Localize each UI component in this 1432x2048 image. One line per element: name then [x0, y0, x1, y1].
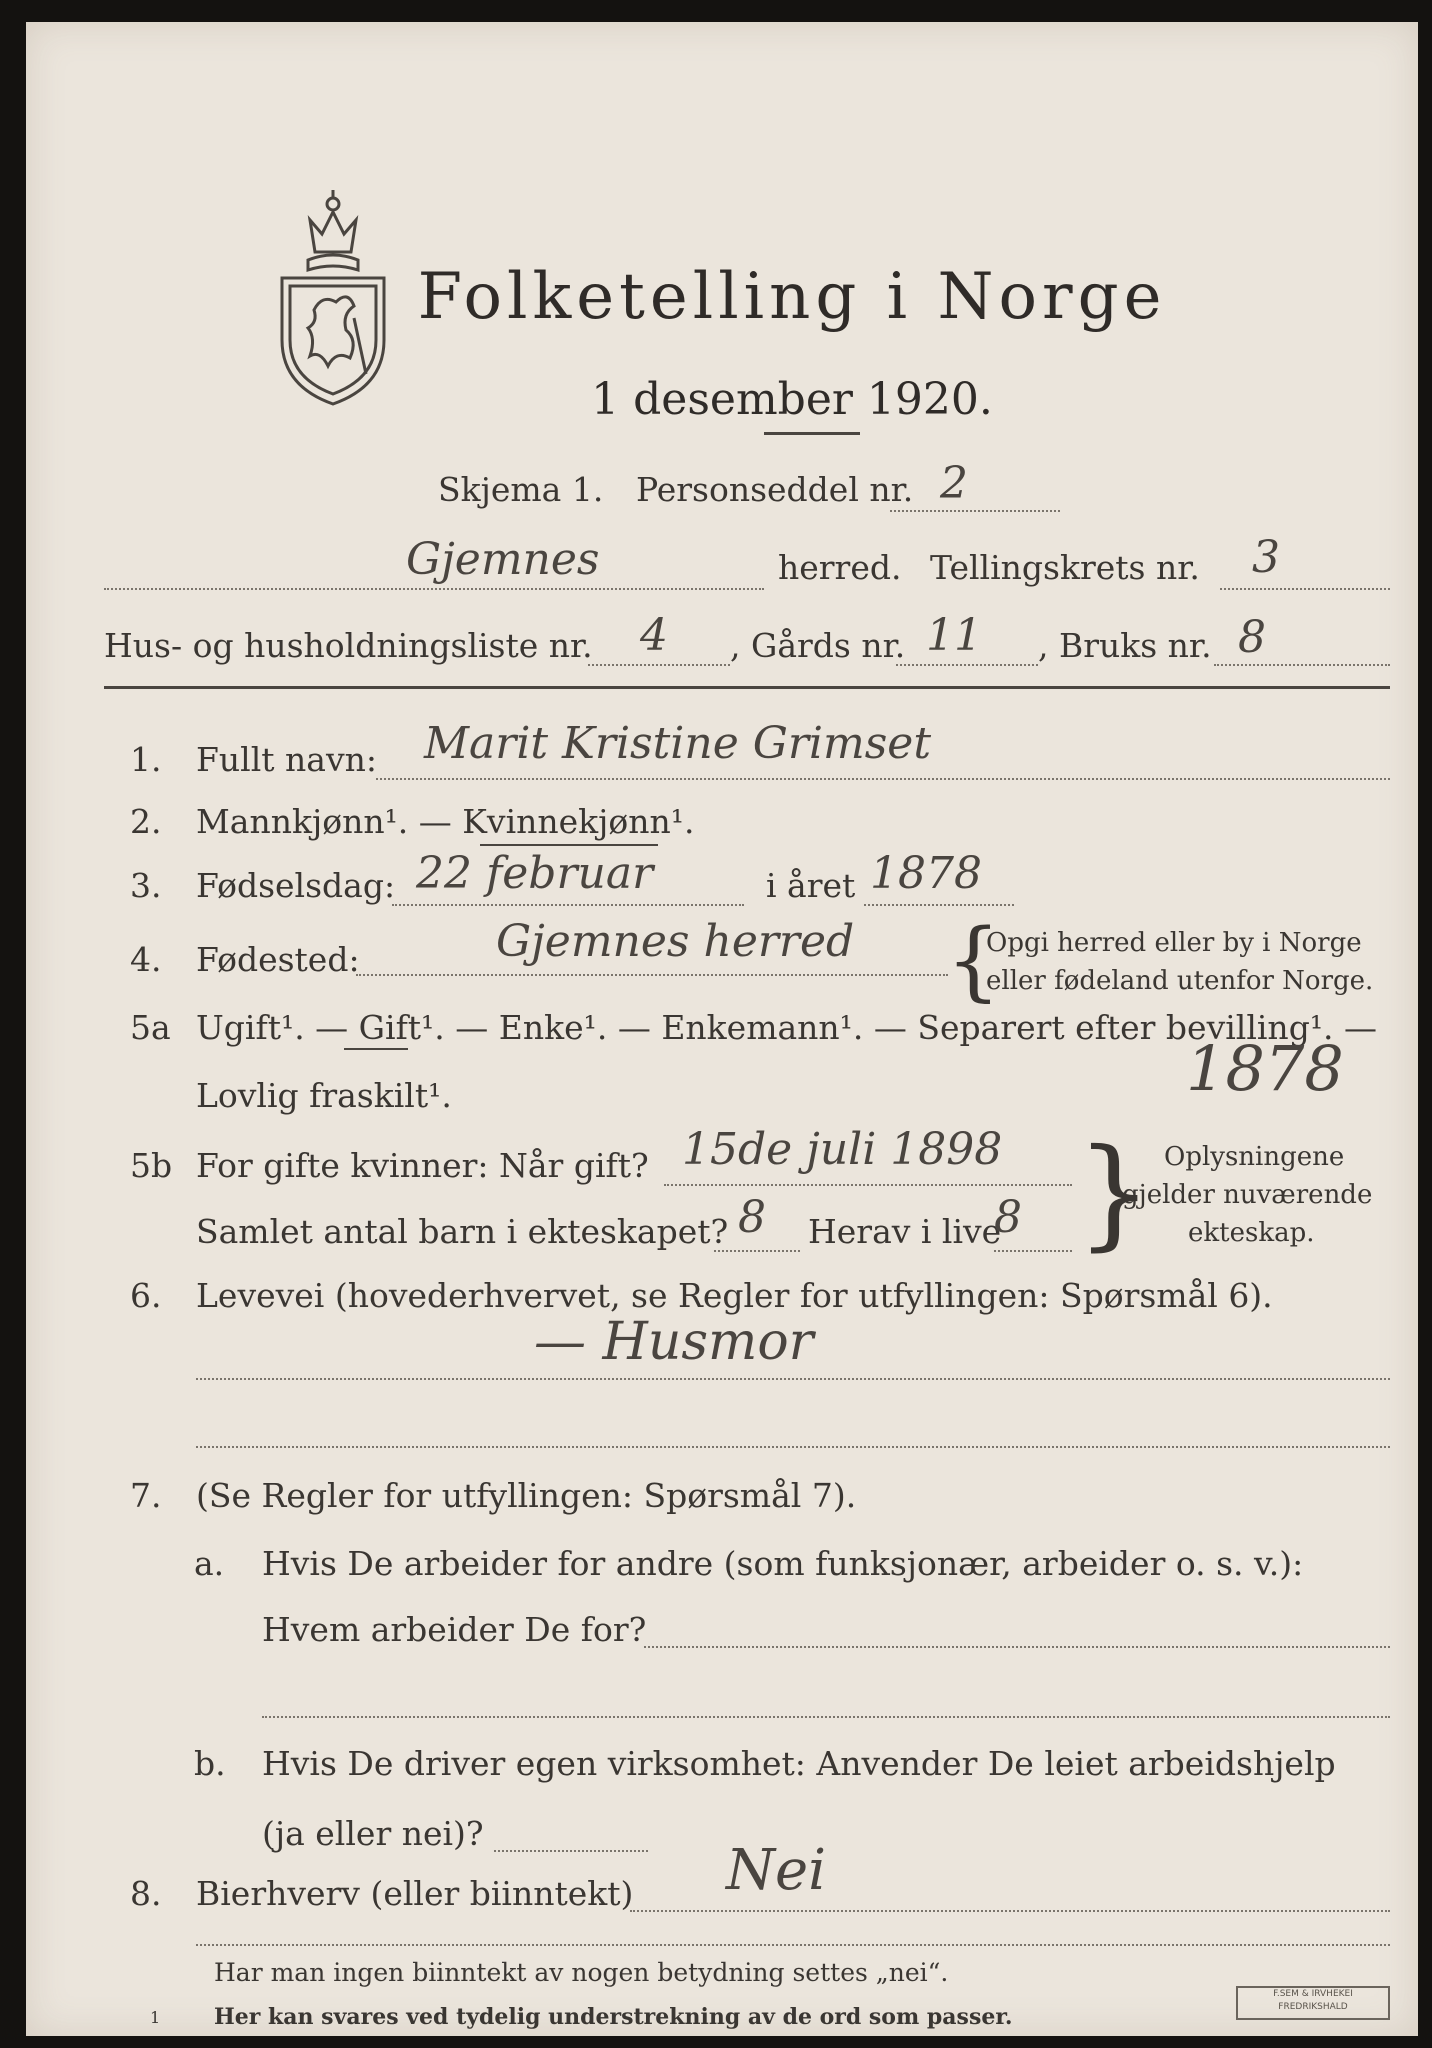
q6-line2 [196, 1446, 1390, 1448]
husliste-label: Hus- og husholdningsliste nr. [104, 626, 593, 665]
q5b-line1-value: 15de juli 1898 [682, 1124, 1003, 1175]
bruks-value: 8 [1238, 612, 1266, 663]
q5b-line2-dots [714, 1250, 800, 1252]
title-divider [764, 432, 860, 435]
q7b-line1: Hvis De driver egen virksomhet: Anvender De leiet arbeidshjelp [262, 1744, 1336, 1783]
q6-line1 [196, 1378, 1390, 1380]
q5b-note-line3: ekteskap. [1188, 1218, 1315, 1248]
q5b-line2-label: Samlet antal barn i ekteskapet? [196, 1212, 729, 1251]
q7b-line2: (ja eller nei)? [262, 1814, 484, 1853]
q7a-line1: Hvis De arbeider for andre (som funksjonær, arbeider o. s. v.): [262, 1544, 1304, 1583]
q3-value: 22 februar [416, 848, 654, 899]
q3-year-line [864, 904, 1014, 906]
q7b-letter: b. [194, 1744, 226, 1783]
q4-note-line1: Opgi herred eller by i Norge [986, 928, 1362, 958]
q8-value: Nei [726, 1838, 827, 1903]
q1-value: Marit Kristine Grimset [424, 718, 932, 769]
q3-label: Fødselsdag: [196, 866, 396, 905]
personseddel-line [890, 510, 1060, 512]
q5b-note-line1: Oplysningene [1164, 1142, 1345, 1172]
q7a-line2-dots [644, 1646, 1390, 1648]
personseddel-label: Personseddel nr. [636, 470, 914, 509]
stamp-line1: F.SEM & IRVHEKEI [1273, 1989, 1353, 1999]
herred-label: herred. [778, 548, 902, 587]
herred-line [104, 588, 764, 590]
q5b-note-line2: gjelder nuværende [1122, 1180, 1373, 1210]
q8-line [630, 1910, 1390, 1912]
q5b-number: 5b [130, 1146, 173, 1185]
form-title: Folketelling i Norge [417, 260, 1167, 334]
q6-value: — Husmor [534, 1312, 814, 1372]
gards-value: 11 [926, 610, 982, 661]
q5a-number: 5a [130, 1008, 171, 1047]
footnote-mark: 1 [150, 2008, 161, 2027]
q6-number: 6. [130, 1276, 162, 1315]
census-form-sheet [26, 22, 1418, 2036]
q2-number: 2. [130, 802, 162, 841]
footer-note: Har man ingen biinntekt av nogen betydning settes „nei“. [214, 1958, 949, 1987]
q6-label: Levevei (hovederhvervet, se Regler for utfyllingen: Spørsmål 6). [196, 1276, 1273, 1315]
q5a-line1: Ugift¹. — Gift¹. — Enke¹. — Enkemann¹. — Separert efter bevilling¹. — [196, 1008, 1378, 1047]
tellingskrets-label: Tellingskrets nr. [930, 548, 1200, 587]
skjema-label: Skjema 1. [438, 470, 604, 509]
q2-underline-kvinnekjonn [480, 844, 658, 846]
q5b-line1-label: For gifte kvinner: Når gift? [196, 1146, 649, 1185]
q5a-line2: Lovlig fraskilt¹. [196, 1076, 452, 1115]
q7a-letter: a. [194, 1544, 225, 1583]
bruks-line [1214, 664, 1390, 666]
q5b-brace: } [1076, 1124, 1153, 1263]
personseddel-value: 2 [940, 458, 968, 509]
q1-label: Fullt navn: [196, 740, 377, 779]
herred-value: Gjemnes [406, 534, 600, 585]
tellingskrets-value: 3 [1252, 532, 1280, 583]
header-rule [104, 686, 1390, 689]
q7a-line2: Hvem arbeider De for? [262, 1610, 647, 1649]
q8-line2 [196, 1944, 1390, 1946]
q5a-margin-value: 1878 [1186, 1032, 1344, 1105]
q5b-line2-value: 8 [738, 1192, 766, 1243]
q7-number: 7. [130, 1476, 162, 1515]
footnote-text: Her kan svares ved tydelig understrekning av de ord som passer. [214, 2004, 1013, 2030]
q5b-line1-dots [664, 1184, 1072, 1186]
q5b-herav-dots [994, 1250, 1072, 1252]
tellingskrets-line [1220, 588, 1390, 590]
q7b-line2-dots [494, 1850, 648, 1852]
husliste-value: 4 [640, 610, 668, 661]
q1-line [376, 778, 1390, 780]
q3-line [392, 904, 744, 906]
q5b-herav-label: Herav i live [808, 1212, 1002, 1251]
husliste-line [588, 664, 730, 666]
q7a-line3-dots [262, 1716, 1390, 1718]
stamp-line2: FREDRIKSHALD [1278, 2002, 1348, 2012]
q4-number: 4. [130, 940, 162, 979]
q4-label: Fødested: [196, 940, 360, 979]
q8-label: Bierhverv (eller biinntekt) [196, 1874, 634, 1913]
q3-number: 3. [130, 866, 162, 905]
q4-note-line2: eller fødeland utenfor Norge. [986, 966, 1374, 996]
q5a-underline-gift [344, 1048, 408, 1050]
q8-number: 8. [130, 1874, 162, 1913]
gards-line [896, 664, 1038, 666]
q5b-herav-value: 8 [994, 1192, 1022, 1243]
form-date: 1 desember 1920. [591, 374, 993, 425]
printer-stamp [1236, 1986, 1390, 2020]
q7-label: (Se Regler for utfyllingen: Spørsmål 7). [196, 1476, 857, 1515]
q3-year-label: i året [766, 866, 856, 905]
bruks-label: , Bruks nr. [1038, 626, 1212, 665]
q4-brace: { [946, 911, 1001, 1011]
q3-year-value: 1878 [870, 848, 982, 899]
q2-label: Mannkjønn¹. — Kvinnekjønn¹. [196, 802, 695, 841]
gards-label: , Gårds nr. [730, 626, 906, 665]
q4-line [356, 974, 948, 976]
q4-value: Gjemnes herred [496, 916, 855, 967]
q1-number: 1. [130, 740, 162, 779]
